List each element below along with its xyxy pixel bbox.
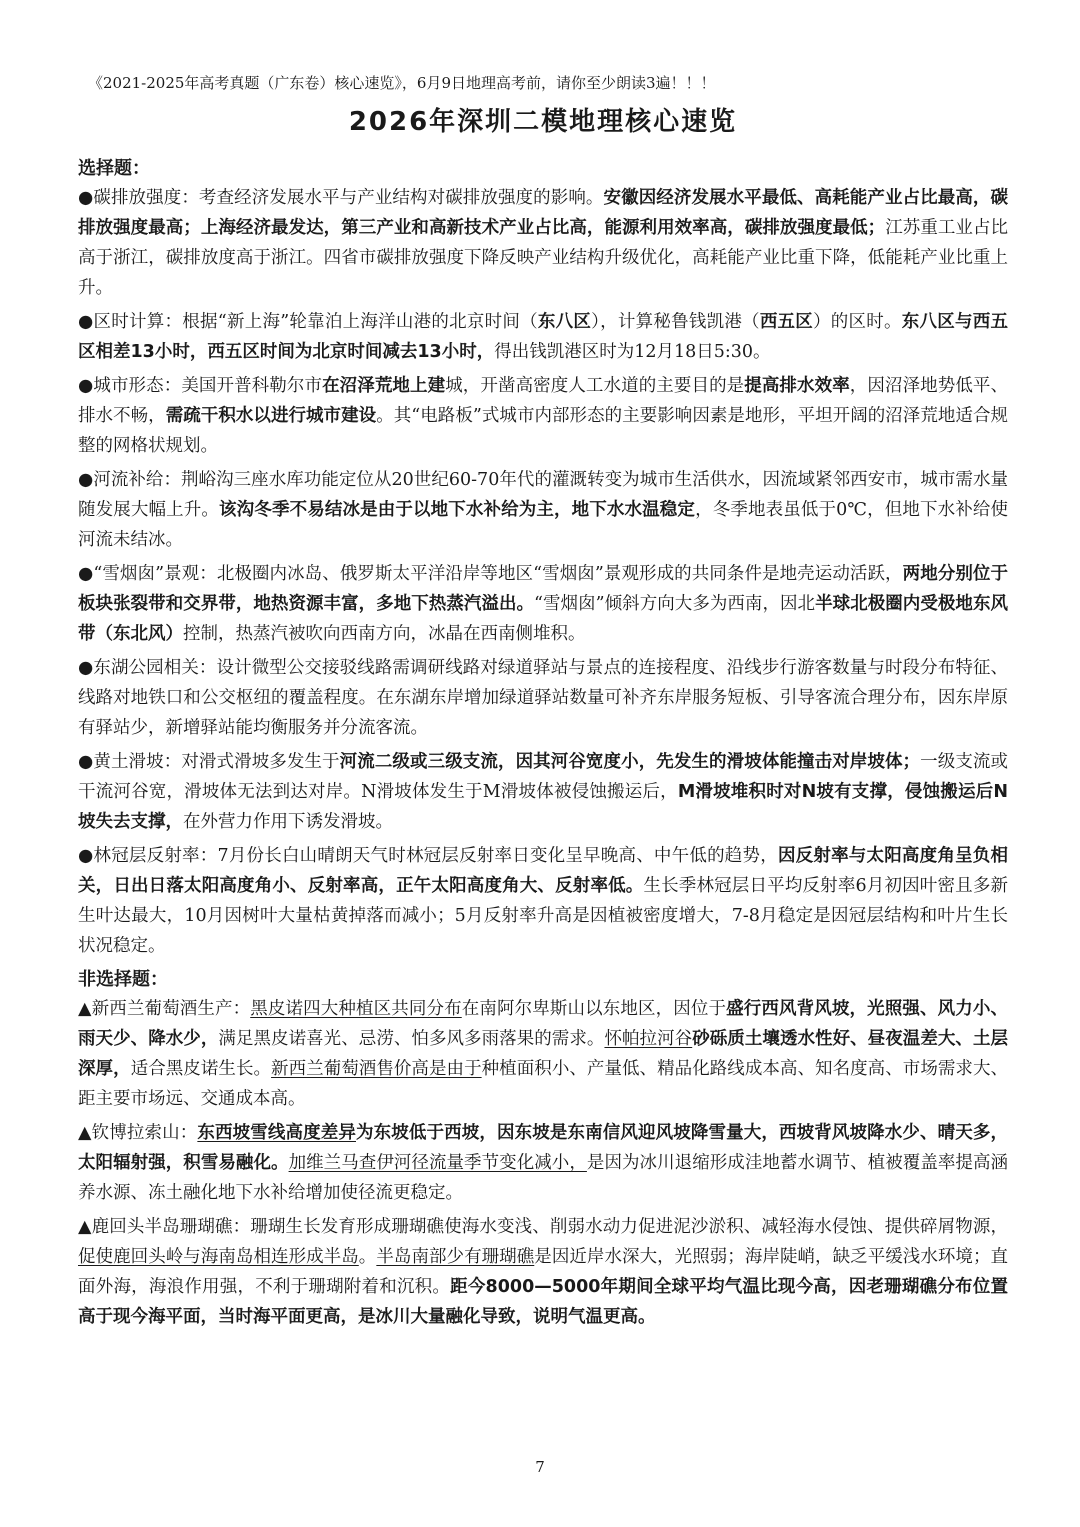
text-run: 在南阿尔卑斯山以东地区，因位于 (461, 999, 727, 1019)
bold-text: 安徽因经济发展水平最低、高耗能产业占比最高，碳排放强度最高；上海经济最发达，第三产业和高新技术产业占比高，能源利用效率高，碳排放强度最低； (78, 188, 1009, 238)
paragraph-donghu-park (78, 653, 1008, 743)
text-run: 在外营力作用下诱发滑坡。 (183, 812, 393, 832)
bold-text: 在沼泽荒地上建 (322, 376, 446, 396)
text-run: 是因近岸水深大，光照弱；海岸陡峭，缺乏平缓浅水环境；直面外海，海浪作用强，不利于珊瑚附着和沉积。 (78, 1247, 1009, 1297)
text-run: 黄土滑坡：对滑式滑坡多发生于 (93, 752, 340, 772)
bullet-marker: ● (78, 564, 94, 584)
text-run: 得出钱凯港区时为12月18日5:30。 (494, 342, 771, 362)
bold-text: 两地分别位于板块张裂带和交界带，地热资源丰富，多地下热蒸汽溢出。 (78, 564, 1008, 614)
bold-text: 需疏干积水以进行城市建设 (165, 406, 377, 426)
text-run: 河流补给：荆峪沟三座水库功能定位从20世纪60-70年代的灌溉转变为城市生活供水，因流域紧邻西安市，城市需水量随发展大幅上升。 (78, 470, 1008, 520)
text-run: 是因为冰川退缩形成洼地蓄水调节、植被覆盖率提高涵养水源、冻土融化地下水补给增加使径流更稳定。 (78, 1153, 1009, 1203)
bullet-marker: ▲ (78, 1217, 92, 1237)
text-run: ，因沼泽地势低平、排水不畅， (78, 376, 1009, 426)
bold-text: 东西坡雪线高度差异 (197, 1123, 356, 1143)
page-title: 2026年深圳二模地理核心速览 (348, 107, 738, 137)
text-run: ，冬季地表虽低于0℃，但地下水补给使河流未结冰。 (78, 500, 1009, 550)
text-run: ），计算秘鲁钱凯港（ (591, 312, 760, 332)
section-heading-non-choice: 非选择题： (78, 969, 168, 990)
section-choice (78, 154, 1008, 961)
text-run: 控制，热蒸汽被吹向西南方向，冰晶在西南侧堆积。 (183, 624, 586, 644)
text-run: 。 (358, 1247, 377, 1267)
bullet-marker: ● (78, 312, 94, 332)
bullet-marker: ▲ (78, 999, 92, 1019)
bold-text: 距今8000—5000年期间全球平均气温比现今高，因老珊瑚礁分布位置高于现今海平面，当时海平面更高，是冰川大量融化导致，说明气温更高。 (78, 1277, 1008, 1327)
text-run: 林冠层反射率：7月份长白山晴朗天气时林冠层反射率日变化呈早晚高、中午低的趋势， (93, 846, 778, 866)
bullet-marker: ● (78, 658, 94, 678)
bullet-marker: ● (78, 752, 94, 772)
bullet-marker: ● (78, 376, 94, 396)
bold-text: 西五区 (759, 312, 814, 332)
bold-text: 为东坡低于西坡，因东坡是东南信风迎风坡降雪量大，西坡背风坡降水少、晴天多，太阳辐射强，积雪易融化。 (78, 1123, 1009, 1173)
text-run: 钦博拉索山： (91, 1123, 198, 1143)
underlined-text: 黑皮诺四大种植区共同分布 (250, 999, 462, 1019)
bold-text: 半球北极圈内受极地东风带（东北风） (78, 594, 1009, 644)
bold-text: 盛行西风背风坡，光照强、风力小、雨天少、降水少， (78, 999, 1009, 1049)
bullet-marker: ● (78, 846, 94, 866)
bold-text: 因反射率与太阳高度角呈负相关，日出日落太阳高度角小、反射率高，正午太阳高度角大、反射率低。 (78, 846, 1008, 896)
paragraph-luhuitou-coral (78, 1212, 1008, 1332)
text-run: “雪烟囱”景观：北极圈内冰岛、俄罗斯太平洋沿岸等地区“雪烟囱”景观形成的共同条件是地壳运动活跃， (93, 564, 903, 584)
text-run: 东湖公园相关：设计微型公交接驳线路需调研线路对绿道驿站与景点的连接程度、沿线步行游客数量与时段分布特征、线路对地铁口和公交枢纽的覆盖程度。在东湖东岸增加绿道驿站数量可补齐东岸服务短板、引导客流合理分布，因东岸原有驿站少，新增驿站能均衡服务并分流客流。 (78, 658, 1008, 738)
bold-text: 该沟冬季不易结冰是由于以地下水补给为主，地下水水温稳定 (219, 500, 696, 520)
header-note: 《2021-2025年高考真题（广东卷）核心速览》，6月9日地理高考前，请你至少朗读3遍！！！ (88, 74, 716, 92)
text-run: 一级支流或干流河谷宽，滑坡体无法到达对岸。N滑坡体发生于M滑坡体被侵蚀搬运后， (78, 752, 1009, 802)
paragraph-carbon-emission (78, 183, 1008, 303)
text-run: 生长季林冠层日平均反射率6月初因叶密且多新生叶达最大，10月因树叶大量枯黄掉落而减小；5月反射率升高是因植被密度增大，7-8月稳定是因冠层结构和叶片生长状况稳定。 (78, 876, 1008, 956)
text-run: 碳排放强度：考查经济发展水平与产业结构对碳排放强度的影响。 (93, 188, 604, 208)
text-run: 城市形态：美国开普科勒尔市 (93, 376, 323, 396)
bold-text: 提高排水效率 (744, 376, 850, 396)
bullet-marker: ● (78, 188, 94, 208)
text-run: ）的区时。 (813, 312, 902, 332)
bullet-marker: ▲ (78, 1123, 92, 1143)
text-run: 区时计算：根据“新上海”轮靠泊上海洋山港的北京时间（ (93, 312, 538, 332)
bullet-marker: ● (78, 470, 94, 490)
underlined-text: 怀帕拉河谷 (604, 1029, 693, 1049)
section-non-choice (78, 965, 1008, 1332)
paragraph-river-recharge (78, 465, 1008, 555)
text-run: “雪烟囱”倾斜方向大多为西南，因北 (534, 594, 816, 614)
page-number: 7 (535, 1458, 545, 1476)
text-run: 种植面积小、产量低、精品化路线成本高、知名度高、市场需求大、距主要市场远、交通成本高。 (78, 1059, 1009, 1109)
text-run: 城，开凿高密度人工水道的主要目的是 (445, 376, 745, 396)
bold-text: 东八区 (537, 312, 592, 332)
paragraph-nz-wine (78, 994, 1008, 1114)
bold-text: 东八区与西五区相差13小时，西五区时间为北京时间减去13小时， (78, 312, 1009, 362)
document-page (78, 72, 1008, 1336)
text-run: 适合黑皮诺生长。 (130, 1059, 272, 1079)
bold-text: 河流二级或三级支流，因其河谷宽度小，先发生的滑坡体能撞击对岸坡体； (339, 752, 921, 772)
bold-text: 砂砾质土壤透水性好、昼夜温差大、土层深厚， (78, 1029, 1009, 1079)
paragraph-chimborazo (78, 1118, 1008, 1208)
underlined-text: 新西兰葡萄酒售价高是由于 (271, 1059, 482, 1079)
underlined-text: 半岛南部少有珊瑚礁 (376, 1247, 535, 1267)
text-run: 江苏重工业占比高于浙江，碳排放度高于浙江。四省市碳排放强度下降反映产业结构升级优化，高耗能产业比重下降，低能耗产业比重上升。 (78, 218, 1009, 298)
paragraph-canopy-reflectance (78, 841, 1008, 961)
section-heading-choice: 选择题： (78, 158, 150, 179)
underlined-text: 加维兰马查伊河径流量季节变化减小， (288, 1153, 587, 1173)
text-run: 满足黑皮诺喜光、忌涝、怕多风多雨落果的需求。 (218, 1029, 605, 1049)
bold-text: M滑坡堆积时对N坡有支撑，侵蚀搬运后N坡失去支撑， (78, 782, 1008, 832)
paragraph-time-zone (78, 307, 1008, 367)
paragraph-loess-landslide (78, 747, 1008, 837)
paragraph-snow-chimney (78, 559, 1008, 649)
underlined-text: 促使鹿回头岭与海南岛相连形成半岛 (78, 1247, 359, 1267)
text-run: 。其“电路板”式城市内部形态的主要影响因素是地形，平坦开阔的沼泽荒地适合规整的网格状规划。 (78, 406, 1009, 456)
paragraph-city-form (78, 371, 1008, 461)
text-run: 新西兰葡萄酒生产： (91, 999, 251, 1019)
text-run: 鹿回头半岛珊瑚礁：珊瑚生长发育形成珊瑚礁使海水变浅、削弱水动力促进泥沙淤积、减轻海水侵蚀、提供碎屑物源， (91, 1217, 1008, 1237)
